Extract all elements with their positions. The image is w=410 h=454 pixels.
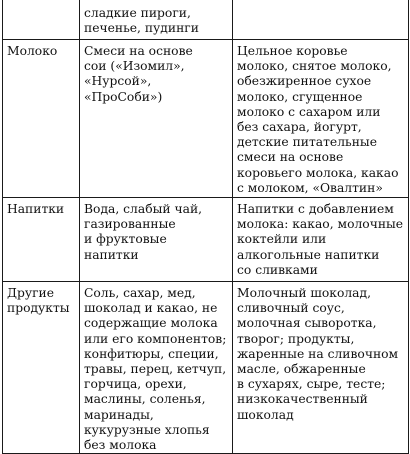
- cell-line: и фруктовые: [84, 232, 167, 247]
- cell-line: коктейли или: [237, 232, 327, 247]
- excluded-cell: [233, 40, 409, 198]
- allowed-cell: [80, 198, 233, 282]
- category-label: продукты: [7, 301, 70, 316]
- cell-line: содержащие молока: [84, 316, 218, 331]
- cell-line: напитки: [84, 247, 139, 262]
- table-row: [3, 40, 409, 198]
- cell-line: травы, перец, кетчуп,: [84, 362, 227, 377]
- cell-line: смеси на основе: [237, 150, 344, 165]
- cell-line: шоколад: [237, 407, 294, 422]
- cell-line: «Нурсой»,: [84, 74, 152, 89]
- cell-line: без сахара, йогурт,: [237, 120, 362, 135]
- allowed-cell: [80, 0, 233, 40]
- cell-line: обезжиренное сухое: [237, 74, 372, 89]
- cell-line: конфитюры, специи,: [84, 346, 219, 361]
- cell-line: с молоком, «Овалтин»: [237, 180, 383, 195]
- category-cell: [3, 40, 80, 198]
- category-label: Напитки: [7, 202, 65, 216]
- allowed-cell: [80, 282, 233, 454]
- cell-line: молоко, сгущенное: [237, 89, 363, 104]
- cell-line: Соль, сахар, мед,: [84, 286, 196, 300]
- cell-line: «ПроСоби»): [84, 89, 163, 104]
- cell-line: сладкие пироги,: [84, 6, 191, 20]
- cell-line: масле, обжаренные: [237, 362, 366, 377]
- cell-line: детские питательные: [237, 135, 377, 150]
- category-cell: [3, 0, 80, 40]
- cell-line: газированные: [84, 217, 176, 232]
- cell-line: кукурузные хлопья: [84, 422, 210, 437]
- cell-line: молоко, снятое молоко,: [237, 59, 392, 74]
- cell-line: жаренные на сливочном: [237, 346, 399, 361]
- excluded-cell: [233, 198, 409, 282]
- excluded-cell: [233, 282, 409, 454]
- diet-table: [2, 0, 409, 454]
- allowed-cell: [80, 40, 233, 198]
- cell-line: без молока: [84, 438, 157, 453]
- cell-line: шоколад и какао, не: [84, 301, 218, 316]
- cell-line: маринады,: [84, 407, 154, 422]
- category-label: Другие: [7, 286, 55, 300]
- cell-line: Напитки с добавлением: [237, 202, 394, 216]
- table-row: [3, 198, 409, 282]
- category-cell: [3, 198, 80, 282]
- cell-line: творог; продукты,: [237, 331, 355, 346]
- diet-table-body: [3, 0, 409, 454]
- cell-line: в сухарях, сыре, тесте;: [237, 377, 386, 392]
- cell-line: молоко с сахаром или: [237, 104, 381, 119]
- cell-line: молочная сыворотка,: [237, 316, 377, 331]
- category-cell: [3, 282, 80, 454]
- excluded-cell: [233, 0, 409, 40]
- cell-line: алкогольные напитки: [237, 247, 380, 262]
- cell-line: Смеси на основе: [84, 44, 193, 58]
- cell-line: печенье, пудинги: [84, 21, 199, 36]
- cell-line: Вода, слабый чай,: [84, 202, 203, 216]
- cell-line: Цельное коровье: [237, 44, 348, 58]
- table-row: [3, 282, 409, 454]
- cell-line: сои («Изомил»,: [84, 59, 185, 74]
- cell-line: маслины, соленья,: [84, 392, 206, 407]
- cell-line: Молочный шоколад,: [237, 286, 371, 300]
- cell-line: коровьего молока, какао: [237, 165, 399, 180]
- cell-line: горчица, орехи,: [84, 377, 187, 392]
- cell-line: со сливками: [237, 262, 318, 277]
- cell-line: молока: какао, молочные: [237, 217, 404, 232]
- table-row: [3, 0, 409, 40]
- category-label: Молоко: [7, 44, 58, 58]
- cell-line: низкокачественный: [237, 392, 368, 407]
- cell-line: сливочный соус,: [237, 301, 345, 316]
- cell-line: или его компонентов;: [84, 331, 227, 346]
